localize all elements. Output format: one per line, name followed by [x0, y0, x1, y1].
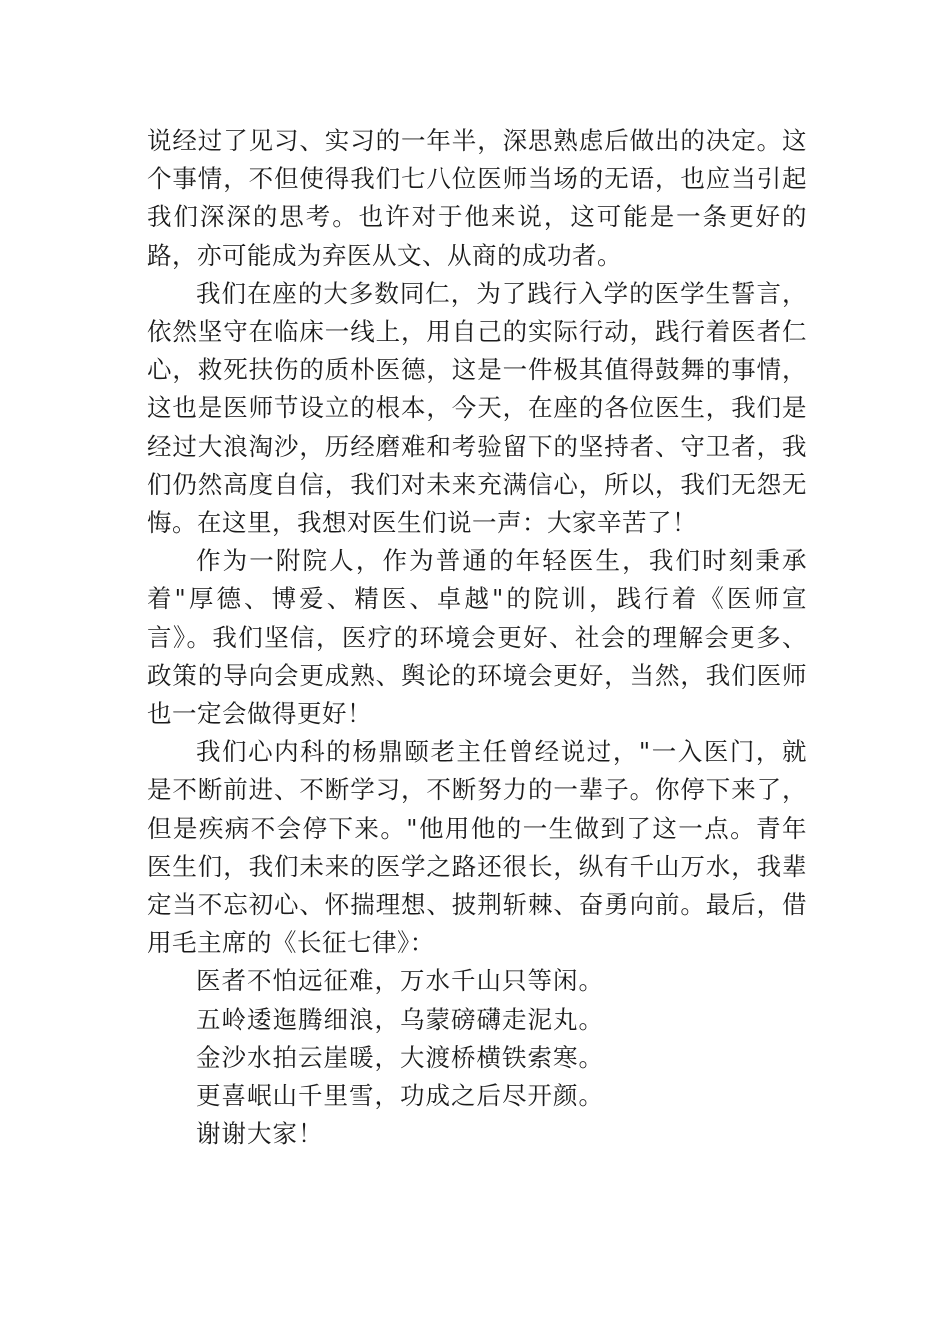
poem-line: 医者不怕远征难，万水千山只等闲。 — [196, 966, 604, 996]
paragraph-hospital-motto: 作为一附院人，作为普通的年轻医生，我们时刻秉承着"厚德、博爱、精医、卓越"的院训，践行着《医师宣言》。我们坚信，医疗的环境会更好、社会的理解会更多、政策的导向会更成熟、舆论的环境会更好，当然，我们医师也一定会做得更好！ — [147, 546, 807, 729]
paragraph-director-quote: 我们心内科的杨鼎颐老主任曾经说过，"一入医门，就是不断前进、不断学习，不断努力的一辈子。你停下来了，但是疾病不会停下来。"他用他的一生做到了这一点。青年医生们，我们未来的医学之路还很长，纵有千山万水，我辈定当不忘初心、怀揣理想、披荆斩棘、奋勇向前。最后，借用毛主席的《长征七律》： — [147, 737, 807, 958]
closing-thanks: 谢谢大家！ — [196, 1119, 324, 1149]
document-body — [147, 122, 807, 1153]
paragraph-colleagues: 我们在座的大多数同仁，为了践行入学的医学生誓言，依然坚守在临床一线上，用自己的实际行动，践行着医者仁心，救死扶伤的质朴医德，这是一件极其值得鼓舞的事情，这也是医师节设立的根本，今天，在座的各位医生，我们是经过大浪淘沙，历经磨难和考验留下的坚持者、守卫者，我们仍然高度自信，我们对未来充满信心，所以，我们无怨无悔。在这里，我想对医生们说一声：大家辛苦了！ — [147, 278, 807, 538]
poem-line: 五岭逶迤腾细浪，乌蒙磅礴走泥丸。 — [196, 1004, 604, 1034]
poem-line: 更喜岷山千里雪，功成之后尽开颜。 — [196, 1081, 604, 1111]
poem — [147, 962, 807, 1115]
poem-line: 金沙水拍云崖暖，大渡桥横铁索寒。 — [196, 1042, 604, 1072]
paragraph-continuation: 说经过了见习、实习的一年半，深思熟虑后做出的决定。这个事情，不但使得我们七八位医师当场的无语，也应当引起我们深深的思考。也许对于他来说，这可能是一条更好的路，亦可能成为弃医从文、从商的成功者。 — [147, 126, 807, 270]
